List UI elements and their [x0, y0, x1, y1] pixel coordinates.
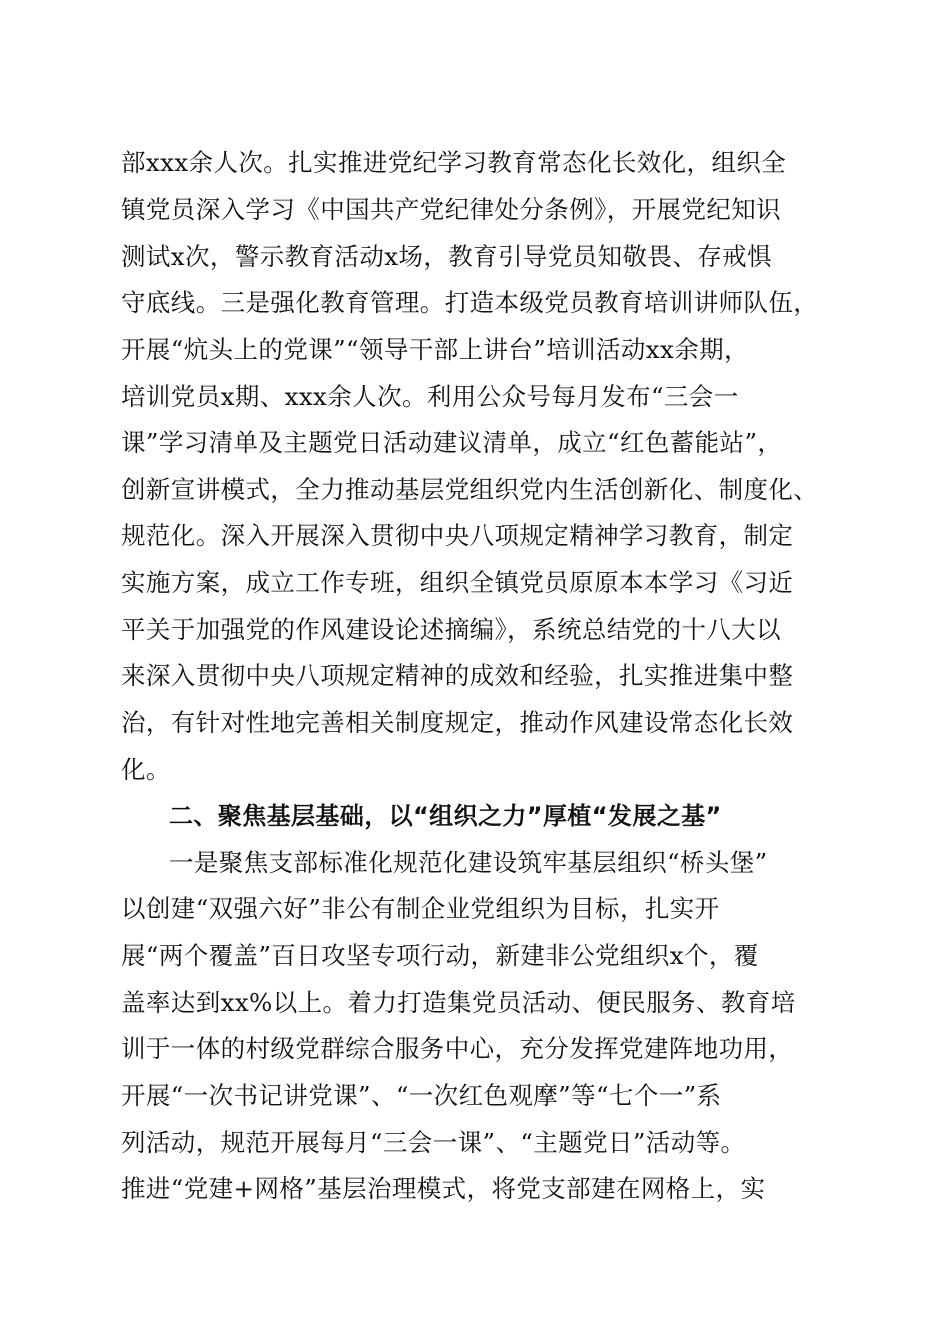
body-text-line: 展“两个覆盖”百日攻坚专项行动，新建非公党组织x个，覆 [121, 941, 759, 970]
body-text-line: 开展“炕头上的党课”“领导干部上讲台”培训活动xx余期， [121, 335, 749, 364]
body-text-line: 实施方案，成立工作专班，组织全镇党员原原本本学习《习近 [121, 568, 794, 597]
body-text-line: 测试x次，警示教育活动x场，教育引导党员知敬畏、存戒惧 [121, 242, 772, 271]
body-text-line: 部xxx余人次。扎实推进党纪学习教育常态化长效化，组织全 [121, 148, 787, 177]
body-text-line: 守底线。三是强化教育管理。打造本级党员教育培训讲师队伍， [121, 288, 819, 317]
body-text-line: 化。 [121, 755, 171, 784]
body-text-line: 平关于加强党的作风建设论述摘编》，系统总结党的十八大以 [121, 615, 782, 644]
body-text-line: 以创建“双强六好”非公有制企业党组织为目标，扎实开 [121, 894, 720, 923]
body-text-line: 推进“党建+网格”基层治理模式，将党支部建在网格上，实 [121, 1174, 766, 1203]
body-text-line: 盖率达到xx%以上。着力打造集党员活动、便民服务、教育培 [121, 988, 796, 1017]
body-text-line: 开展“一次书记讲党课”、“一次红色观摩”等“七个一”系 [121, 1081, 722, 1110]
section-heading: 二、聚焦基层基础，以“组织之力”厚植“发展之基” [169, 802, 722, 830]
body-text-line: 创新宣讲模式，全力推动基层党组织党内生活创新化、制度化、 [121, 475, 819, 504]
body-text-line: 来深入贯彻中央八项规定精神的成效和经验，扎实推进集中整 [121, 661, 794, 690]
body-text-line: 规范化。深入开展深入贯彻中央八项规定精神学习教育，制定 [121, 521, 794, 550]
body-text-line: 镇党员深入学习《中国共产党纪律处分条例》，开展党纪知识 [121, 195, 782, 224]
body-text-line: 治，有针对性地完善相关制度规定，推动作风建设常态化长效 [121, 708, 794, 737]
body-text-line: 训于一体的村级党群综合服务中心，充分发挥党建阵地功用， [121, 1034, 794, 1063]
body-text-line: 列活动，规范开展每月“三会一课”、“主题党日”活动等。 [121, 1128, 746, 1157]
body-text-line: 课”学习清单及主题党日活动建议清单，成立“红色蓄能站”， [121, 428, 783, 457]
body-text-line: 培训党员x期、xxx余人次。利用公众号每月发布“三会一 [121, 382, 739, 411]
subsection-heading: 一是聚焦支部标准化规范化建设筑牢基层组织“桥头堡” [169, 848, 768, 877]
